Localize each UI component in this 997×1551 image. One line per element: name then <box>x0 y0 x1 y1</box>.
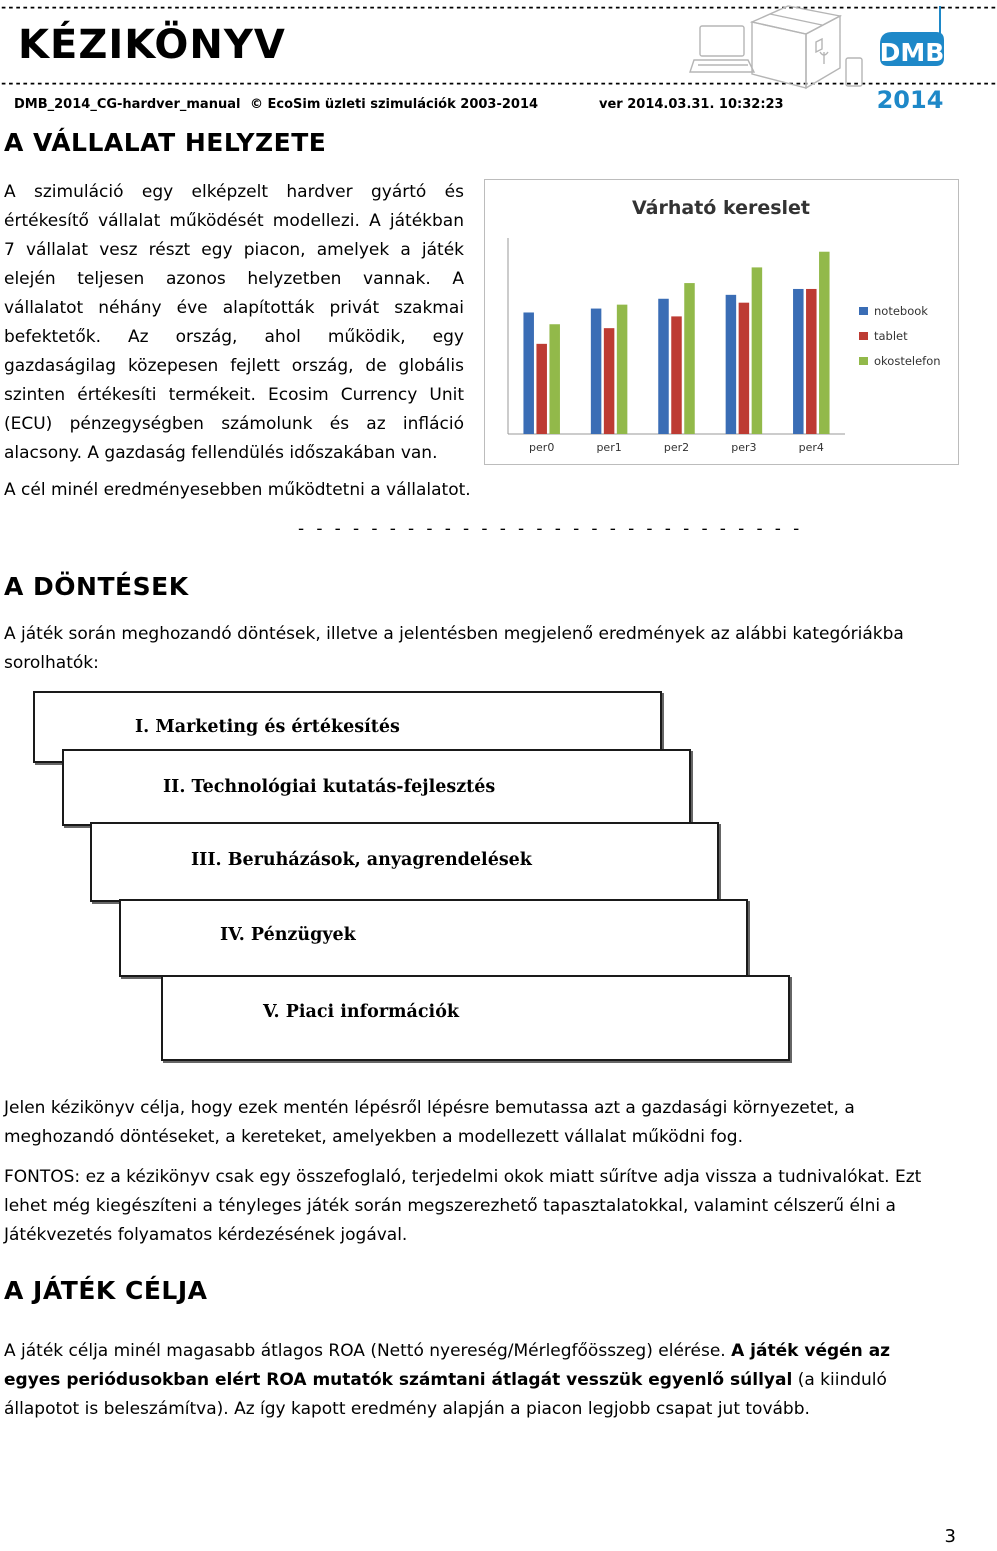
bar-notebook-per1 <box>591 309 602 434</box>
category-box <box>90 822 719 902</box>
company-situation-line: alacsony. A gazdaság fellendülés időszakában van. <box>4 443 438 463</box>
goal-line-2-text: (a kiinduló <box>792 1370 887 1390</box>
category-label: II. Technológiai kutatás-fejlesztés <box>163 777 496 797</box>
bar-okostelefon-per3 <box>752 267 763 434</box>
category-box <box>62 749 691 826</box>
company-situation-line: szinten értékesíti termékeit. Ecosim Currency Unit <box>4 385 464 405</box>
legend-label: tablet <box>874 329 908 343</box>
bar-tablet-per4 <box>806 289 817 434</box>
category-label: V. Piaci információk <box>263 1002 459 1022</box>
dmb-logo <box>872 0 952 118</box>
goal-line-2-bold: egyes periódusokban elért ROA mutatók számtani átlagát vesszük egyenlő súllyal <box>4 1370 793 1390</box>
divider-dashes: - - - - - - - - - - - - - - - - - - - - - - - - - - - - <box>298 519 803 539</box>
company-situation-line: értékesítő vállalat működését modellezi. A játékban <box>4 211 464 231</box>
company-situation-line: vállalatot néhány éve alapították privát szakmai <box>4 298 464 318</box>
goal-line-1-bold: A játék végén az <box>731 1341 891 1361</box>
chart-title: Várható kereslet <box>631 197 811 219</box>
demand-chart-svg <box>485 180 958 464</box>
category-box <box>119 899 748 977</box>
page-number: 3 <box>944 1526 956 1547</box>
header-rule-top: ------------------------------------------------------------------------------------------------------------------------------------------ <box>0 0 997 14</box>
bar-tablet-per3 <box>739 303 750 434</box>
bar-okostelefon-per2 <box>684 283 695 434</box>
section-heading-decisions: A DÖNTÉSEK <box>4 572 189 601</box>
legend-label: okostelefon <box>874 354 941 368</box>
purpose-line-2: meghozandó döntéseket, a kereteket, amelyekben a modellezett vállalat működni fog. <box>4 1127 743 1147</box>
section-heading-company: A VÁLLALAT HELYZETE <box>4 128 327 157</box>
purpose-line-1: Jelen kézikönyv célja, hogy ezek mentén lépésről lépésre bemutassa azt a gazdasági környezetet, a <box>4 1098 855 1118</box>
company-situation-line: gazdaságilag közepesen fejlett ország, de globális <box>4 356 464 376</box>
bar-tablet-per1 <box>604 328 615 434</box>
company-situation-line: A szimuláció egy elképzelt hardver gyártó és <box>4 182 464 202</box>
company-situation-line: befektetők. Az ország, ahol működik, egy <box>4 327 464 347</box>
company-situation-line: (ECU) pénzegységben számolunk és az infláció <box>4 414 464 434</box>
bar-okostelefon-per1 <box>617 305 628 434</box>
bar-notebook-per0 <box>523 312 534 434</box>
category-label: I. Marketing és értékesítés <box>135 717 400 737</box>
decisions-intro-line-2: sorolhatók: <box>4 653 99 673</box>
copyright-notice: © EcoSim üzleti szimulációk 2003-2014 <box>250 97 539 112</box>
important-line-3: Játékvezetés folyamatos kérdezésének jogával. <box>4 1225 408 1245</box>
bar-okostelefon-per0 <box>549 324 560 434</box>
category-label: III. Beruházások, anyagrendelések <box>191 850 532 870</box>
x-tick-label: per3 <box>731 441 757 454</box>
decisions-intro-line-1: A játék során meghozandó döntések, illetve a jelentésben megjelenő eredmények az alábbi kategóriákba <box>4 624 904 644</box>
doc-id: DMB_2014_CG-hardver_manual <box>14 97 241 112</box>
bar-tablet-per2 <box>671 316 682 434</box>
goal-line-2 <box>4 1366 958 1395</box>
category-box <box>161 975 790 1061</box>
demand-chart <box>484 179 959 465</box>
legend-swatch-tablet <box>859 332 868 340</box>
goal-line-3: állapotot is beleszámítva). Az így kapott eredmény alapján a piacon legjobb csapat jut tovább. <box>4 1399 810 1419</box>
goal-sentence: A cél minél eredményesebben működtetni a vállalatot. <box>4 480 471 500</box>
important-line-2: lehet még kiegészíteni a tényleges játék során megszerezhető tapasztalatokkal, valamint célszerű élni a <box>4 1196 896 1216</box>
hardware-illustration <box>690 2 870 94</box>
bar-tablet-per0 <box>536 344 547 434</box>
document-title: KÉZIKÖNYV <box>18 22 286 68</box>
bar-okostelefon-per4 <box>819 252 830 434</box>
company-situation-line: elején teljesen azonos helyzetben vannak. A <box>4 269 464 289</box>
category-label: IV. Pénzügyek <box>220 925 356 945</box>
goal-line-1-text: A játék célja minél magasabb átlagos ROA (Nettó nyereség/Mérlegfőösszeg) elérése. <box>4 1341 732 1361</box>
section-heading-game-goal: A JÁTÉK CÉLJA <box>4 1276 208 1305</box>
bar-notebook-per4 <box>793 289 804 434</box>
bar-notebook-per2 <box>658 299 669 434</box>
x-tick-label: per1 <box>596 441 622 454</box>
version-stamp: ver 2014.03.31. 10:32:23 <box>599 97 784 112</box>
x-tick-label: per0 <box>529 441 555 454</box>
goal-line-1 <box>4 1337 958 1366</box>
logo-text: DMB <box>879 38 945 67</box>
legend-label: notebook <box>874 304 928 318</box>
header-rule-bottom: ------------------------------------------------------------------------------------------------------------------------------------------ <box>0 76 997 90</box>
company-situation-line: 7 vállalat vesz részt egy piacon, amelyek a játék <box>4 240 464 260</box>
bar-notebook-per3 <box>726 295 737 434</box>
x-tick-label: per4 <box>798 441 824 454</box>
logo-year: 2014 <box>876 86 944 114</box>
legend-swatch-okostelefon <box>859 357 868 365</box>
legend-swatch-notebook <box>859 307 868 315</box>
important-line-1: FONTOS: ez a kézikönyv csak egy összefoglaló, terjedelmi okok miatt sűrítve adja vissza a tudnivalókat. Ezt <box>4 1167 922 1187</box>
x-tick-label: per2 <box>663 441 690 454</box>
